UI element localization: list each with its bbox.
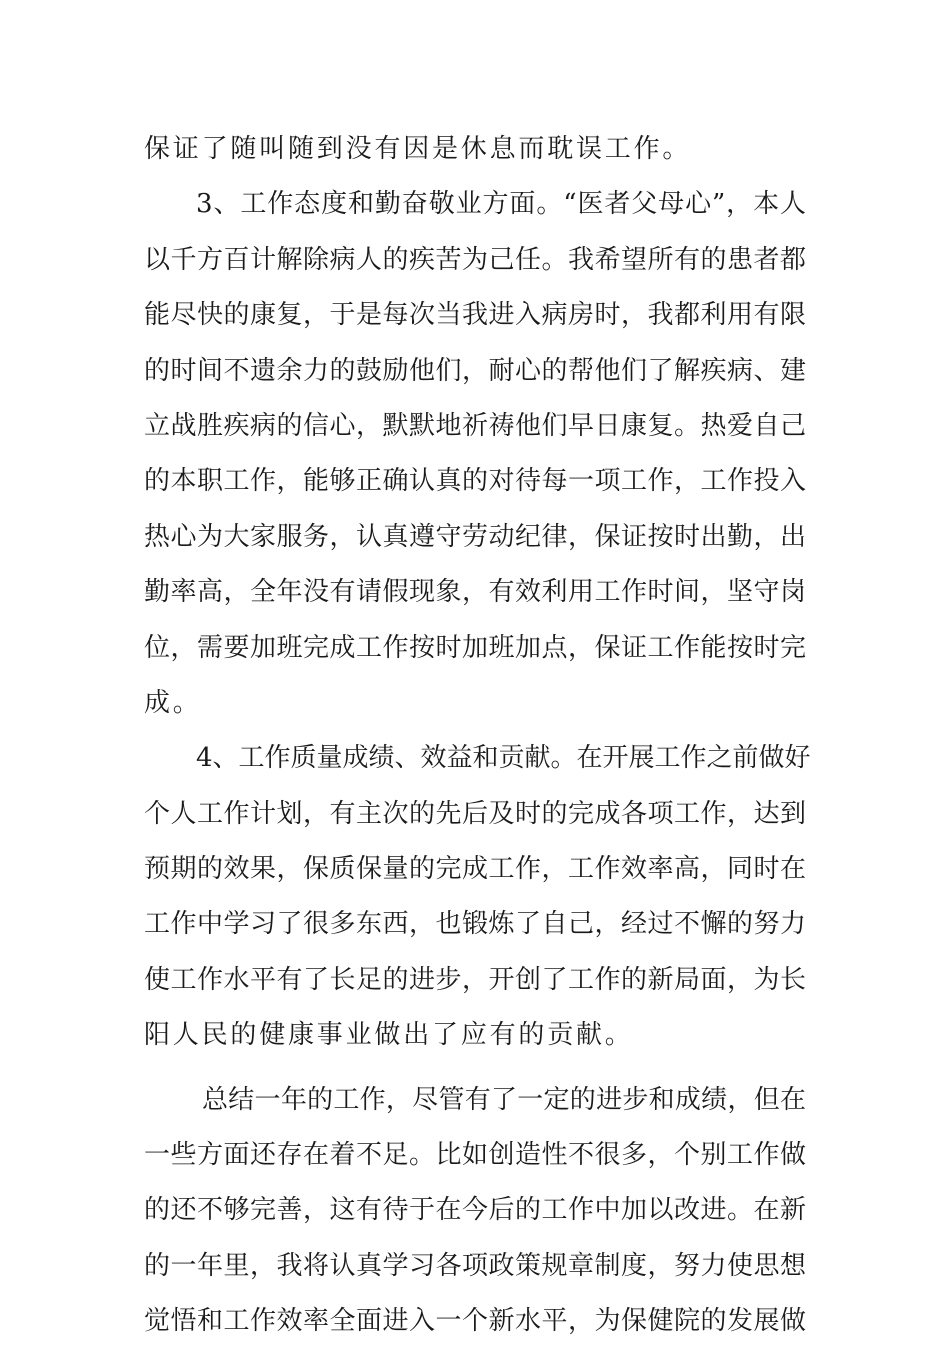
text-line: 总结一年的工作，尽管有了一定的进步和成绩，但在 [202, 1084, 806, 1115]
text-line: 热心为大家服务，认真遵守劳动纪律，保证按时出勤，出 [144, 521, 806, 552]
text-line: 以千方百计解除病人的疾苦为己任。我希望所有的患者都 [144, 244, 806, 275]
text-line: 的一年里，我将认真学习各项政策规章制度，努力使思想 [144, 1250, 806, 1281]
text-line: 的本职工作，能够正确认真的对待每一项工作，工作投入 [144, 466, 806, 497]
text-line: 勤率高，全年没有请假现象，有效利用工作时间，坚守岗 [144, 577, 806, 608]
text-line: 4、工作质量成绩、效益和贡献。在开展工作之前做好 [196, 743, 811, 774]
text-line: 使工作水平有了长足的进步，开创了工作的新局面，为长 [144, 964, 806, 995]
document-body [144, 122, 811, 1350]
paragraph-work-attitude [144, 177, 806, 731]
text-line: 阳人民的健康事业做出了应有的贡献。 [144, 1020, 634, 1051]
text-line: 一些方面还存在着不足。比如创造性不很多，个别工作做 [144, 1140, 806, 1171]
paragraph-work-quality [144, 731, 811, 1063]
text-line: 工作中学习了很多东西，也锻炼了自己，经过不懈的努力 [144, 909, 806, 940]
text-line: 成。 [144, 687, 202, 718]
text-line: 立战胜疾病的信心，默默地祈祷他们早日康复。热爱自己 [144, 410, 806, 441]
paragraph-spacer [144, 1064, 806, 1073]
paragraph-summary [144, 1073, 806, 1350]
text-line: 的还不够完善，这有待于在今后的工作中加以改进。在新 [144, 1195, 806, 1226]
text-line: 能尽快的康复，于是每次当我进入病房时，我都利用有限 [144, 300, 806, 331]
text-line: 3、工作态度和勤奋敬业方面。“医者父母心”，本人 [196, 189, 806, 220]
text-line: 个人工作计划，有主次的先后及时的完成各项工作，达到 [144, 798, 806, 829]
paragraph-continuation [144, 122, 806, 177]
text-line: 觉悟和工作效率全面进入一个新水平，为保健院的发展做 [144, 1306, 806, 1337]
text-line: 位，需要加班完成工作按时加班加点，保证工作能按时完 [144, 632, 806, 663]
text-line: 的时间不遗余力的鼓励他们，耐心的帮他们了解疾病、建 [144, 355, 806, 386]
text-line: 预期的效果，保质保量的完成工作，工作效率高，同时在 [144, 854, 806, 885]
text-line: 保证了随叫随到没有因是休息而耽误工作。 [144, 134, 692, 164]
